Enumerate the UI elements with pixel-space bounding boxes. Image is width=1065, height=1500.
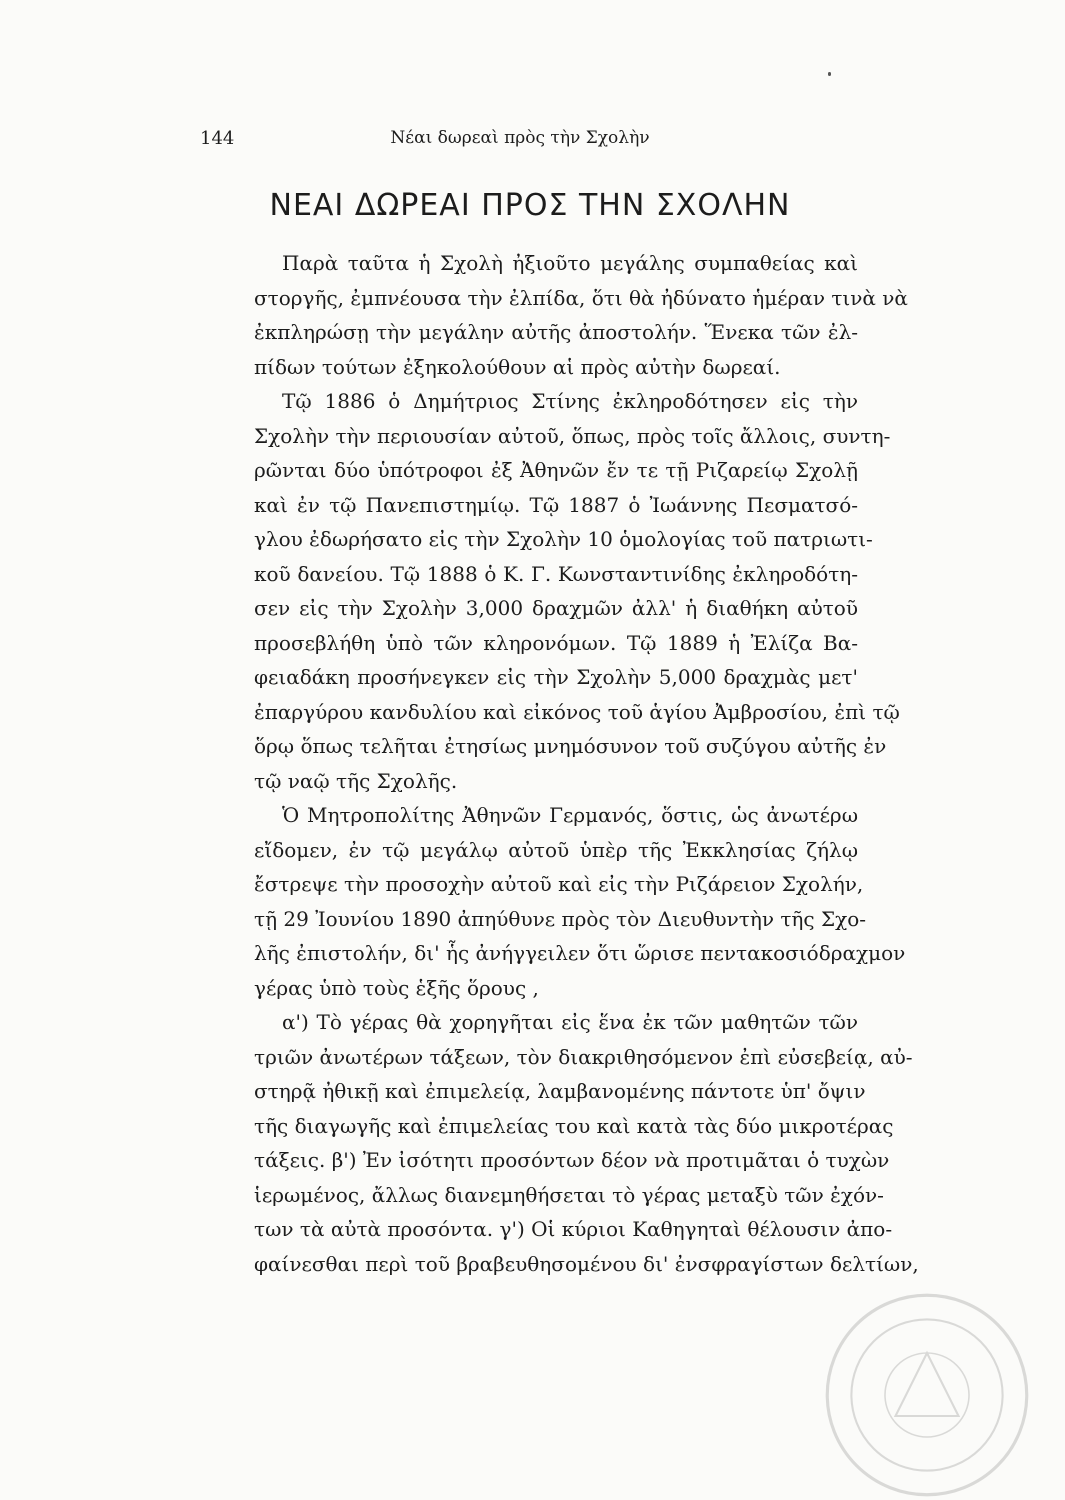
text-line: εἴδομεν, ἐν τῷ μεγάλῳ αὐτοῦ ὑπὲρ τῆς Ἐκκλησίας ζήλῳ <box>254 837 858 862</box>
text-line: σεν εἰς τὴν Σχολὴν 3,000 δραχμῶν ἀλλ' ἡ διαθήκη αὐτοῦ <box>254 596 858 620</box>
page-header <box>200 128 840 158</box>
text-line: τῷ ναῷ τῆς Σχολῆς. <box>254 768 458 793</box>
text-line: Σχολὴν τὴν περιουσίαν αὐτοῦ, ὅπως, πρὸς τοῖς ἄλλοις, συντη- <box>254 423 891 448</box>
text-line: Παρὰ ταῦτα ἡ Σχολὴ ἠξιοῦτο μεγάλης συμπαθείας καὶ <box>282 251 858 275</box>
text-line: ἐπαργύρου κανδυλίου καὶ εἰκόνος τοῦ ἁγίου Ἀμβροσίου, ἐπὶ τῷ <box>254 699 900 724</box>
text-line: γέρας ὑπὸ τοὺς ἑξῆς ὅρους , <box>254 975 539 1000</box>
text-line: φειαδάκη προσήνεγκεν εἰς τὴν Σχολὴν 5,000 δραχμὰς μετ' <box>254 665 858 689</box>
text-line: τῇ 29 Ἰουνίου 1890 ἀπηύθυνε πρὸς τὸν Διευθυντὴν τῆς Σχο- <box>254 906 867 931</box>
text-line: φαίνεσθαι περὶ τοῦ βραβευθησομένου δι' ἐνσφραγίστων δελτίων, <box>254 1251 919 1276</box>
body-text <box>254 246 919 1281</box>
library-seal-watermark-icon <box>822 1290 1032 1500</box>
text-line: ὅρῳ ὅπως τελῆται ἐτησίως μνημόσυνον τοῦ συζύγου αὐτῆς ἐν <box>254 734 887 758</box>
text-line: ἱερωμένος, ἄλλως διανεμηθήσεται τὸ γέρας μεταξὺ τῶν ἐχόν- <box>254 1182 884 1207</box>
text-line: λῆς ἐπιστολήν, δι' ἧς ἀνήγγειλεν ὅτι ὥρισε πεντακοσιόδραχμον <box>254 941 906 965</box>
page-number: 144 <box>200 128 235 149</box>
text-line: στηρᾷ ἠθικῇ καὶ ἐπιμελείᾳ, λαμβανομένης πάντοτε ὑπ' ὄψιν <box>254 1079 866 1103</box>
text-line: γλου ἐδωρήσατο εἰς τὴν Σχολὴν 10 ὁμολογίας τοῦ πατριωτι- <box>254 527 873 551</box>
text-line: των τὰ αὐτὰ προσόντα. γ') Οἱ κύριοι Καθηγηταὶ θέλουσιν ἀπο- <box>254 1217 893 1241</box>
text-line: ἐκπληρώσῃ τὴν μεγάλην αὐτῆς ἀποστολήν. Ἕνεκα τῶν ἐλ- <box>254 320 858 344</box>
text-line: στοργῆς, ἐμπνέουσα τὴν ἐλπίδα, ὅτι θὰ ἠδύνατο ἡμέραν τινὰ νὰ <box>254 285 908 310</box>
text-line: ἔστρεψε τὴν προσοχὴν αὐτοῦ καὶ εἰς τὴν Ριζάρειον Σχολήν, <box>254 872 864 896</box>
text-line: τριῶν ἀνωτέρων τάξεων, τὸν διακριθησόμενον ἐπὶ εὐσεβείᾳ, αὐ- <box>254 1044 913 1069</box>
text-line: τῆς διαγωγῆς καὶ ἐπιμελείας του καὶ κατὰ τὰς δύο μικροτέρας <box>254 1113 894 1138</box>
running-head: Νέαι δωρεαὶ πρὸς τὴν Σχολὴν <box>390 128 650 148</box>
text-line: Τῷ 1886 ὁ Δημήτριος Στίνης ἐκληροδότησεν εἰς τὴν <box>282 389 858 413</box>
chapter-title: ΝΕΑΙ ΔΩΡΕΑΙ ΠΡΟΣ ΤΗΝ ΣΧΟΛΗΝ <box>269 188 791 223</box>
text-line: πίδων τούτων ἐξηκολούθουν αἱ πρὸς αὐτὴν δωρεαί. <box>254 354 781 379</box>
text-line: Ὁ Μητροπολίτης Ἀθηνῶν Γερμανός, ὅστις, ὡς ἀνωτέρω <box>282 803 858 827</box>
text-line: προσεβλήθη ὑπὸ τῶν κληρονόμων. Τῷ 1889 ἡ Ἐλίζα Βα- <box>254 630 858 655</box>
text-line: καὶ ἐν τῷ Πανεπιστημίῳ. Τῷ 1887 ὁ Ἰωάννης Πεσματσό- <box>254 492 858 517</box>
text-line: ρῶνται δύο ὑπότροφοι ἐξ Ἀθηνῶν ἔν τε τῇ Ριζαρείῳ Σχολῇ <box>254 458 858 482</box>
text-line: κοῦ δανείου. Τῷ 1888 ὁ Κ. Γ. Κωνσταντινίδης ἐκληροδότη- <box>254 561 858 586</box>
print-speck <box>828 72 831 76</box>
text-line: τάξεις. β') Ἐν ἰσότητι προσόντων δέον νὰ προτιμᾶται ὁ τυχὼν <box>254 1148 890 1172</box>
text-line: α') Τὸ γέρας θὰ χορηγῆται εἰς ἕνα ἐκ τῶν μαθητῶν τῶν <box>282 1010 858 1034</box>
